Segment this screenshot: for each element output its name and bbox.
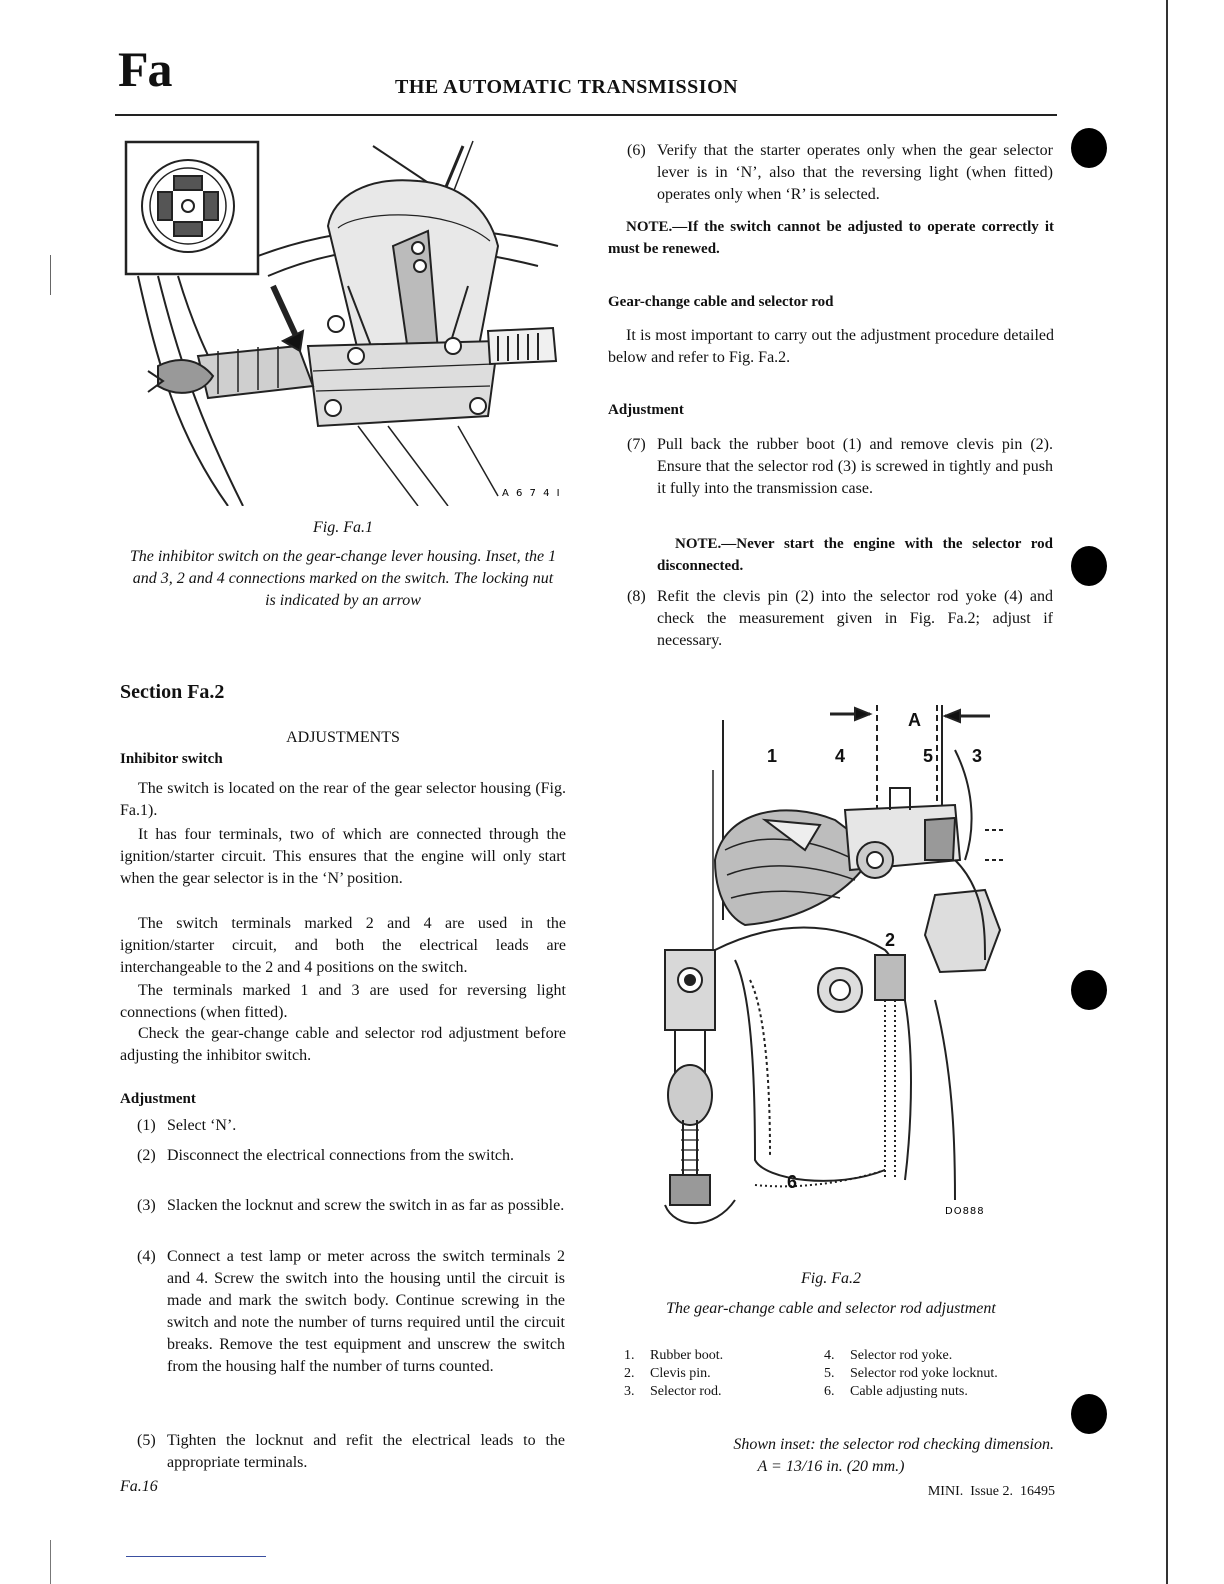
figure-caption: The inhibitor switch on the gear-change lever housing. Inset, the 1 and 3, 2 and 4 connections marked on the switch. The locking nut is indicated by an arrow: [129, 548, 557, 609]
step-item: [137, 1145, 565, 1167]
step-number: (3): [137, 1197, 156, 1214]
step-text: Tighten the locknut and refit the electrical leads to the appropriate terminals.: [167, 1432, 565, 1471]
step-number: (7): [627, 436, 646, 453]
paragraph: The terminals marked 1 and 3 are used for reversing light connections (when fitted).: [120, 982, 566, 1021]
callout-3: 3: [972, 746, 983, 766]
paragraph: Check the gear-change cable and selector rod adjustment before adjusting the inhibitor switch.: [120, 1025, 566, 1064]
callout-6: 6: [787, 1172, 798, 1192]
step-text: Pull back the rubber boot (1) and remove clevis pin (2). Ensure that the selector rod (3) is screwed in tightly and push it fully into the transmission case.: [657, 436, 1053, 497]
step-item: [137, 1246, 565, 1378]
step-number: (2): [137, 1147, 156, 1164]
step-number: (1): [137, 1117, 156, 1134]
section-subtitle: ADJUSTMENTS: [286, 729, 400, 746]
figure-label: Fig. Fa.1: [313, 519, 373, 536]
paragraph: The switch terminals marked 2 and 4 are used in the ignition/starter circuit, and both the electrical leads are interchangeable to the 2 and 4 positions on the switch.: [120, 915, 566, 976]
figure-label: Fig. Fa.2: [801, 1270, 861, 1287]
binder-hole-icon: [1071, 546, 1107, 586]
subsection-heading: Inhibitor switch: [120, 751, 223, 767]
step-item: [137, 1115, 565, 1137]
callout-2: 2: [885, 930, 896, 950]
figure-code: DO888: [945, 1206, 985, 1217]
page-number: Fa.16: [120, 1478, 158, 1495]
subsection-heading: Adjustment: [120, 1091, 196, 1107]
page-edge: [1166, 0, 1168, 1584]
list-item: 1. Rubber boot.: [624, 1348, 724, 1363]
list-item: 2. Clevis pin.: [624, 1366, 711, 1381]
paragraph: The switch is located on the rear of the gear selector housing (Fig. Fa.1).: [120, 780, 566, 819]
step-number: (6): [627, 142, 646, 159]
list-item: 5. Selector rod yoke locknut.: [824, 1366, 998, 1381]
margin-mark: [50, 1540, 51, 1584]
step-text: Select ‘N’.: [167, 1117, 237, 1134]
parts-list: [624, 1347, 824, 1401]
step-number: (8): [627, 588, 646, 605]
inset-note: Shown inset: the selector rod checking dimension.: [733, 1436, 1054, 1453]
step-text: Slacken the locknut and screw the switch in as far as possible.: [167, 1197, 565, 1214]
section-heading: Section Fa.2: [120, 681, 225, 703]
inhibitor-switch-illustration: [118, 136, 568, 506]
callout-1: 1: [767, 746, 778, 766]
page-title: THE AUTOMATIC TRANSMISSION: [395, 76, 739, 98]
step-text: Disconnect the electrical connections from the switch.: [167, 1147, 514, 1164]
binder-hole-icon: [1071, 1394, 1107, 1434]
note: NOTE.—If the switch cannot be adjusted to operate correctly it must be renewed.: [608, 219, 1054, 257]
step-text: Refit the clevis pin (2) into the selector rod yoke (4) and check the measurement given in Fig. Fa.2; adjust if necessary.: [657, 588, 1053, 649]
note: NOTE.—Never start the engine with the selector rod disconnected.: [657, 536, 1053, 574]
step-item: [627, 586, 1053, 652]
margin-mark: [50, 255, 51, 295]
subsection-heading: Adjustment: [608, 402, 684, 418]
chapter-code: Fa: [118, 41, 172, 97]
dimension-note: A = 13/16 in. (20 mm.): [757, 1458, 905, 1475]
list-item: 3. Selector rod.: [624, 1384, 722, 1399]
step-text: Verify that the starter operates only when the gear selector lever is in ‘N’, also that the reversing light (when fitted) operates only when ‘R’ is selected.: [657, 142, 1053, 203]
list-item: 4. Selector rod yoke.: [824, 1348, 953, 1363]
step-item: [627, 434, 1053, 500]
binder-hole-icon: [1071, 128, 1107, 168]
callout-a: A: [908, 710, 921, 730]
callout-5: 5: [923, 746, 934, 766]
list-item: 6. Cable adjusting nuts.: [824, 1384, 968, 1399]
issue-footer: MINI. Issue 2. 16495: [927, 1484, 1055, 1499]
subsection-heading: Gear-change cable and selector rod: [608, 294, 834, 310]
step-number: (4): [137, 1248, 156, 1265]
paragraph: It has four terminals, two of which are connected through the ignition/starter circuit. This ensures that the engine will only start when the gear selector is in the ‘N’ position.: [120, 826, 566, 887]
step-number: (5): [137, 1432, 156, 1449]
step-item: [137, 1430, 565, 1474]
parts-list: [824, 1347, 1054, 1401]
figure-code: A 6 7 4 I: [502, 488, 562, 499]
binder-hole-icon: [1071, 970, 1107, 1010]
step-text: Connect a test lamp or meter across the switch terminals 2 and 4. Screw the switch into the housing until the circuit is made and mark the switch body. Continue screwing in the switch and note the number of turns required until the circuit breaks. Remove the test equipment and unscrew the switch from the housing half the number of turns counted.: [167, 1248, 565, 1375]
selector-rod-illustration: [655, 700, 1015, 1245]
paragraph: It is most important to carry out the adjustment procedure detailed below and refer to Fig. Fa.2.: [608, 327, 1054, 366]
bottom-line: [126, 1556, 266, 1557]
step-item: [137, 1195, 565, 1217]
figure-caption: The gear-change cable and selector rod adjustment: [666, 1300, 996, 1317]
header-rule: [115, 114, 1057, 116]
step-item: [627, 140, 1053, 206]
callout-4: 4: [835, 746, 846, 766]
